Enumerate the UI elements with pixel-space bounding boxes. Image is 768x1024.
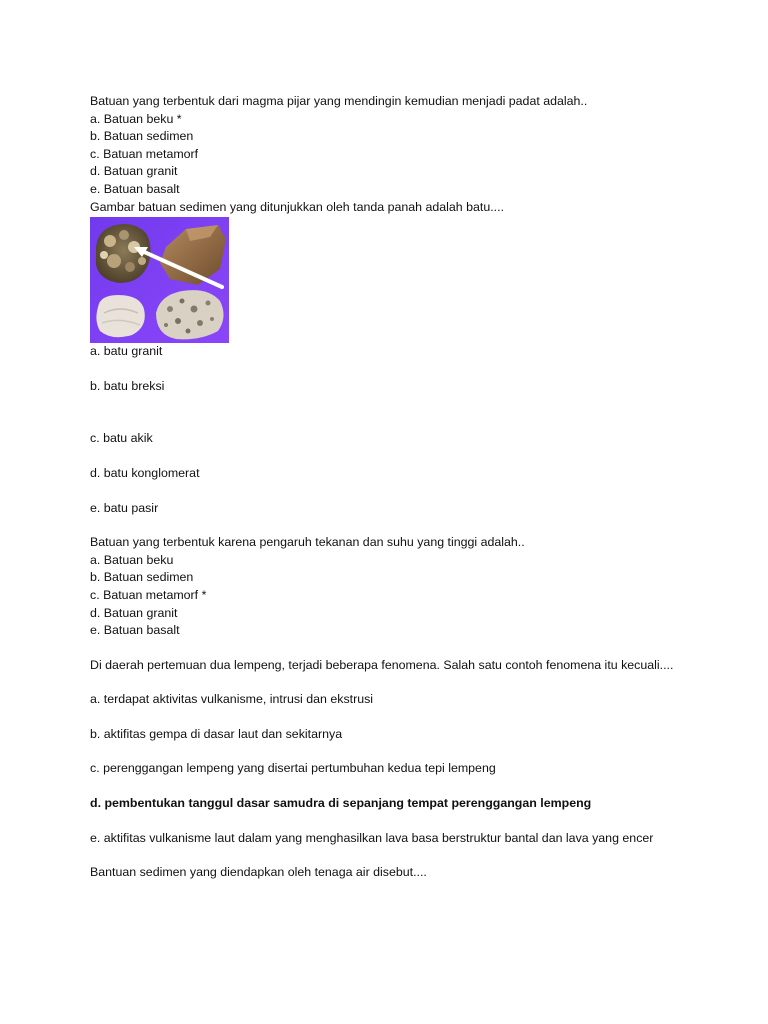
q3-option-d: d. Batuan granit: [90, 605, 178, 620]
q2-option-a: a. batu granit: [90, 344, 163, 359]
quiz-content: [90, 93, 677, 882]
question-3-text: Batuan yang terbentuk karena pengaruh tekanan dan suhu yang tinggi adalah..: [90, 535, 525, 550]
marble-rock-shape: [96, 295, 144, 337]
q2-option-e: e. batu pasir: [90, 500, 159, 515]
question-5-text: Bantuan sedimen yang diendapkan oleh tenaga air disebut....: [90, 865, 427, 880]
question-2-text: Gambar batuan sedimen yang ditunjukkan oleh tanda panah adalah batu....: [90, 199, 505, 214]
q1-option-b: b. Batuan sedimen: [90, 129, 194, 144]
q3-option-a: a. Batuan beku: [90, 552, 174, 567]
q3-option-b: b. Batuan sedimen: [90, 570, 194, 585]
question-1-text: Batuan yang terbentuk dari magma pijar yang mendingin kemudian menjadi padat adalah..: [90, 94, 588, 108]
rock-samples-image: [90, 217, 229, 343]
q4-option-c: c. perenggangan lempeng yang disertai pertumbuhan kedua tepi lempeng: [90, 761, 496, 776]
q2-option-d: d. batu konglomerat: [90, 465, 200, 480]
q1-option-a: a. Batuan beku *: [90, 111, 182, 126]
q1-option-d: d. Batuan granit: [90, 164, 178, 179]
q4-option-a: a. terdapat aktivitas vulkanisme, intrusi dan ekstrusi: [90, 692, 374, 707]
q2-option-c: c. batu akik: [90, 431, 153, 446]
q2-option-b: b. batu breksi: [90, 378, 165, 393]
pumice-rock-shape: [156, 290, 224, 339]
q4-option-b: b. aktifitas gempa di dasar laut dan sekitarnya: [90, 726, 343, 741]
q4-option-e: e. aktifitas vulkanisme laut dalam yang menghasilkan lava basa berstruktur bantal dan lava yang encer: [90, 830, 654, 845]
question-4-text: Di daerah pertemuan dua lempeng, terjadi beberapa fenomena. Salah satu contoh fenomena itu kecuali....: [90, 657, 674, 672]
q1-option-c: c. Batuan metamorf: [90, 146, 199, 161]
q3-option-e: e. Batuan basalt: [90, 623, 180, 638]
q4-option-d-answer: d. pembentukan tanggul dasar samudra di sepanjang tempat perenggangan lempeng: [90, 796, 592, 811]
q1-option-e: e. Batuan basalt: [90, 181, 180, 196]
q3-option-c: c. Batuan metamorf *: [90, 587, 207, 602]
